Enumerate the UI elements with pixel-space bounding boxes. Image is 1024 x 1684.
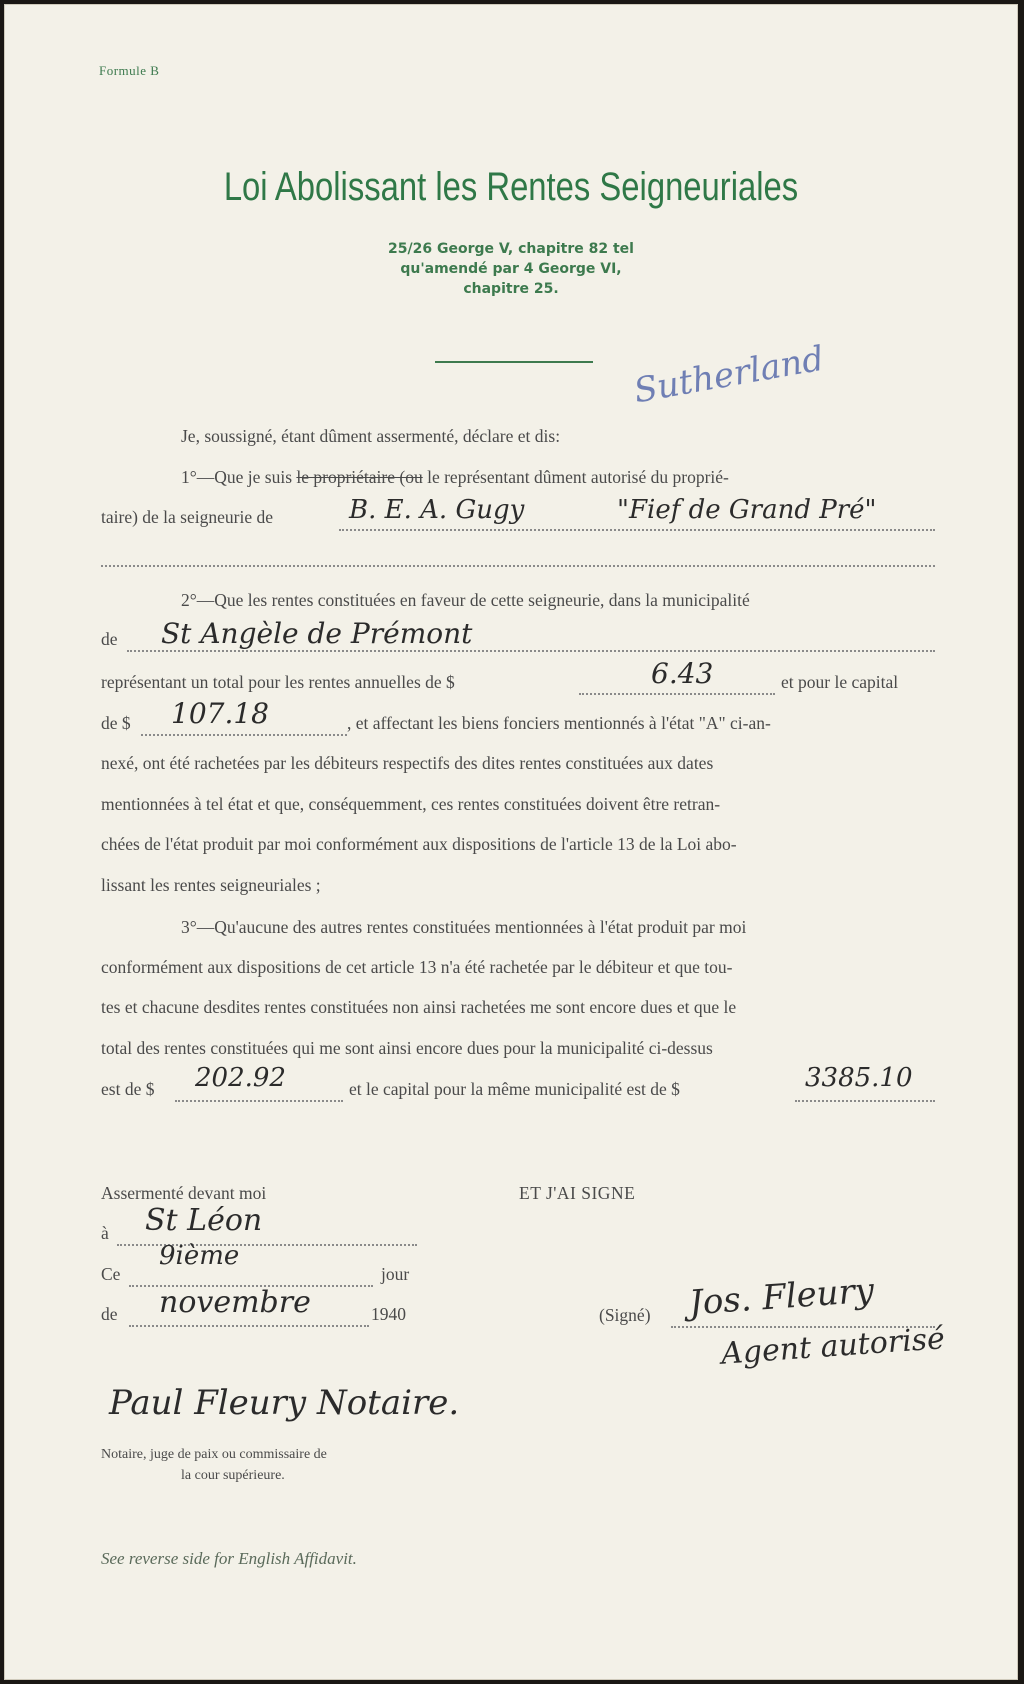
notary-caption-2: la cour supérieure. — [181, 1468, 285, 1483]
p3-line-5-prefix: est de $ — [101, 1079, 155, 1099]
remaining-field — [175, 1100, 343, 1102]
intro-text: Je, soussigné, étant dûment assermenté, déclare et dis: — [181, 426, 561, 446]
blank-line — [101, 565, 935, 567]
p1-line-1: 1°—Que je suis le propriétaire (ou le représentant dûment autorisé du proprié- — [181, 467, 729, 487]
fief-name: "Fief de Grand Pré" — [617, 495, 877, 525]
oath-heading: Assermenté devant moi — [101, 1183, 267, 1203]
signed-heading: ET J'AI SIGNE — [519, 1183, 636, 1203]
p2-line-7: chées de l'état produit par moi conformément aux dispositions de l'article 13 de la Loi abo- — [101, 834, 737, 854]
p2-line-3-label: représentant un total pour les rentes annuelles de $ — [101, 672, 455, 692]
p2-line-4-prefix: de $ — [101, 713, 131, 733]
p2-line-6: mentionnées à tel état et que, conséquemment, ces rentes constituées doivent être retran- — [101, 794, 721, 814]
seigneur-name: B. E. A. Gugy — [349, 495, 525, 525]
p3-line-4: total des rentes constituées qui me sont ainsi encore dues pour la municipalité ci-dessus — [101, 1038, 713, 1058]
footer-note: See reverse side for English Affidavit. — [101, 1549, 357, 1568]
p2-line-5: nexé, ont été rachetées par les débiteurs respectifs des dites rentes constituées aux dates — [101, 753, 714, 773]
p2-line-3-suffix: et pour le capital — [781, 672, 899, 692]
p2-line-1: 2°—Que les rentes constituées en faveur de cette seigneurie, dans la municipalité — [181, 590, 750, 610]
p3-line-2: conformément aux dispositions de cet article 13 n'a été rachetée par le débiteur et que tou- — [101, 957, 733, 977]
oath-de-label: de — [101, 1304, 118, 1324]
title-rule — [435, 361, 593, 363]
seigneurie-field — [339, 529, 935, 531]
oath-day: 9ième — [159, 1241, 240, 1271]
oath-place-label: à — [101, 1223, 109, 1243]
notary-caption-1: Notaire, juge de paix ou commissaire de — [101, 1447, 327, 1462]
handwritten-annotation: Sutherland — [630, 338, 827, 412]
month-field — [129, 1325, 369, 1327]
capital-field — [141, 734, 347, 736]
remaining-amount: 202.92 — [195, 1063, 286, 1093]
struck-text: le propriétaire (ou — [296, 467, 423, 487]
document-page — [4, 4, 1018, 1680]
remaining-capital-amount: 3385.10 — [805, 1063, 913, 1093]
remaining-capital-field — [795, 1100, 935, 1102]
p1-line-2-label: taire) de la seigneurie de — [101, 507, 273, 527]
p3-line-5-mid: et le capital pour la même municipalité est de $ — [349, 1079, 680, 1099]
reference-line-2: qu'amendé par 4 George VI, — [400, 261, 622, 277]
reference-line-3: chapitre 25. — [463, 281, 559, 297]
oath-year: 1940 — [371, 1304, 406, 1324]
p3-line-3: tes et chacune desdites rentes constituées non ainsi rachetées me sont encore dues et que le — [101, 997, 737, 1017]
oath-jour-label: jour — [381, 1264, 410, 1284]
annual-field — [579, 693, 775, 695]
signed-label: (Signé) — [599, 1305, 651, 1325]
municipality-name: St Angèle de Prémont — [161, 617, 473, 650]
oath-ce-label: Ce — [101, 1264, 121, 1284]
notary-signature: Paul Fleury Notaire. — [109, 1383, 460, 1423]
oath-month: novembre — [159, 1285, 311, 1320]
capital-amount: 107.18 — [171, 697, 269, 730]
reference-line-1: 25/26 George V, chapitre 82 tel — [388, 241, 634, 257]
agent-role: Agent autorisé — [720, 1321, 946, 1372]
annual-amount: 6.43 — [651, 657, 714, 690]
p3-line-1: 3°—Qu'aucune des autres rentes constituées mentionnées à l'état produit par moi — [181, 917, 747, 937]
municipality-field — [127, 650, 935, 652]
p2-de-label: de — [101, 629, 118, 649]
document-title: Loi Abolissant les Rentes Seigneuriales — [223, 165, 799, 209]
p2-line-4: , et affectant les biens fonciers mentionnés à l'état "A" ci-an- — [347, 713, 771, 733]
form-label: Formule B — [99, 63, 160, 78]
agent-signature: Jos. Fleury — [687, 1270, 876, 1324]
p2-line-8: lissant les rentes seigneuriales ; — [101, 875, 321, 895]
oath-place: St Léon — [145, 1203, 263, 1238]
